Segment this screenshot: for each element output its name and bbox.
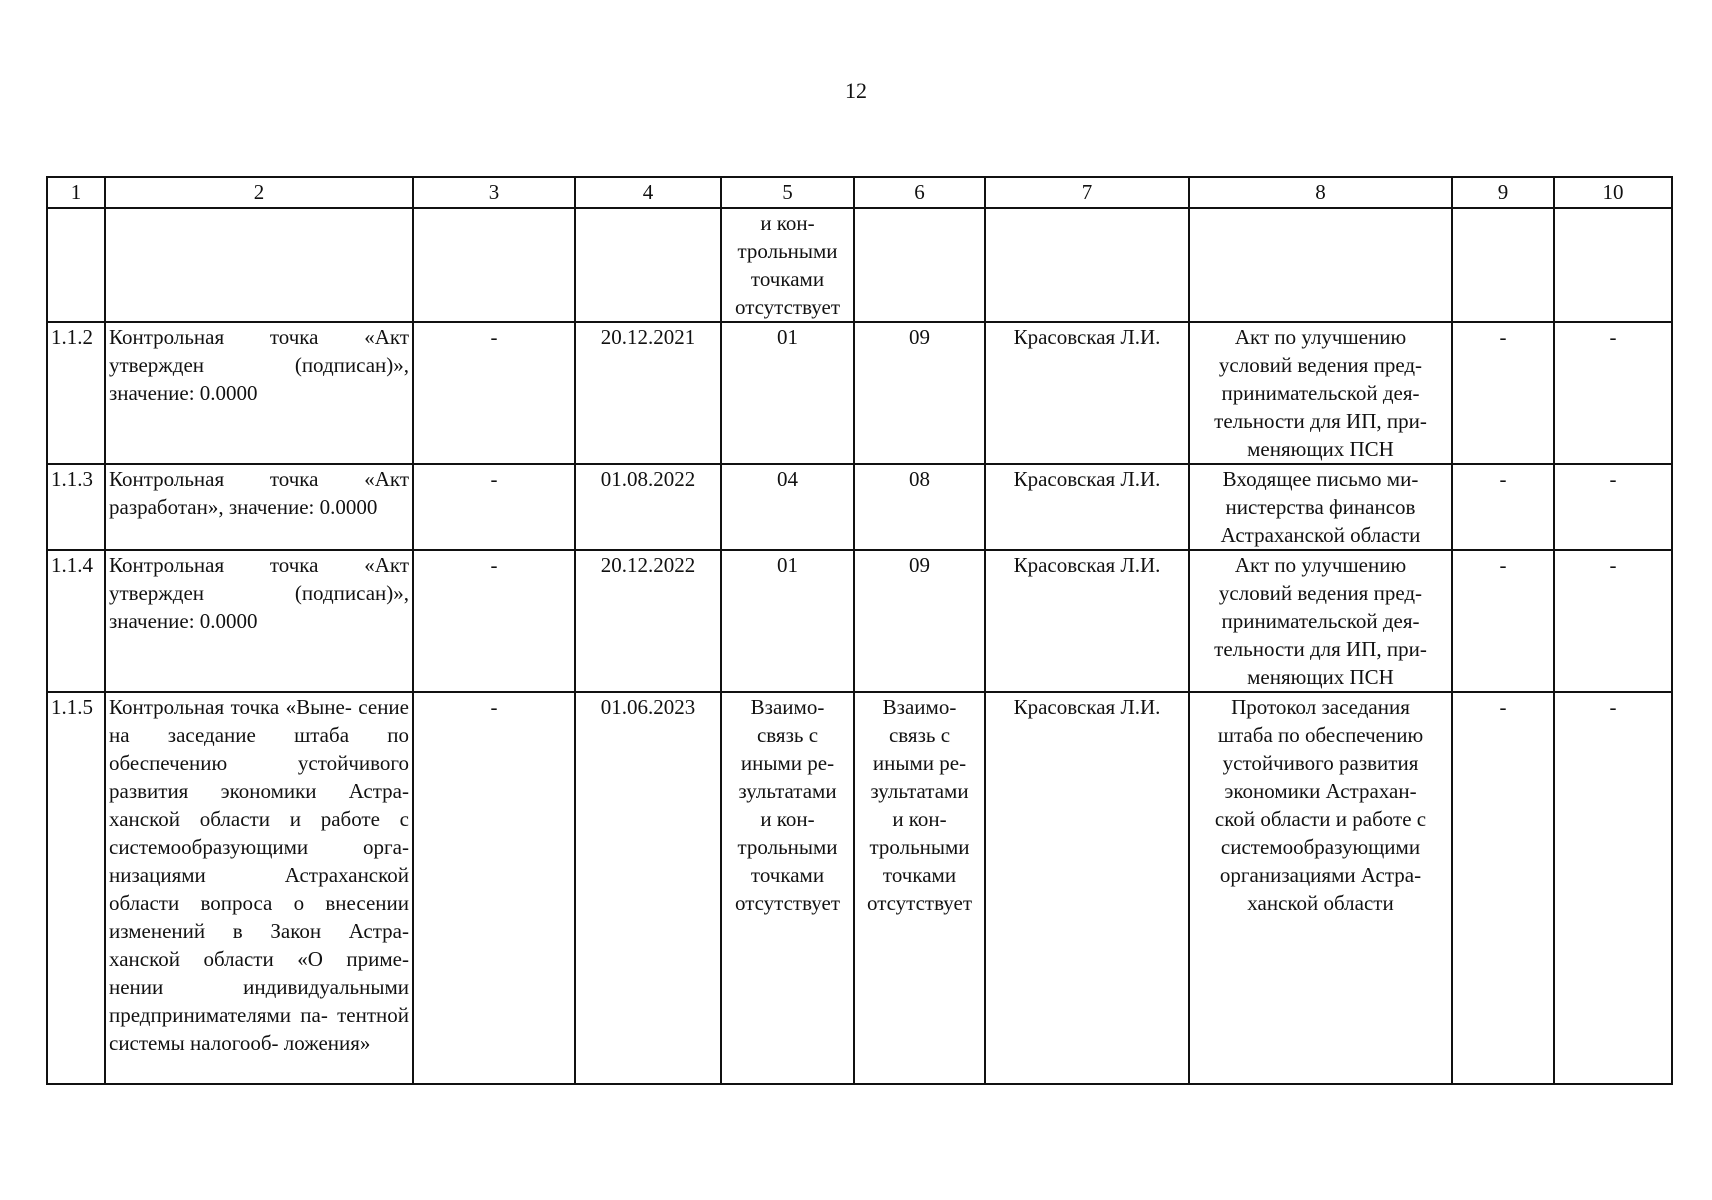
cell-col5 — [721, 550, 854, 692]
column-header-7: 7 — [985, 177, 1189, 208]
cell-line: условий ведения пред- — [1218, 581, 1423, 605]
cell-line: 08 — [909, 467, 930, 491]
cell-col9: - — [1452, 464, 1554, 550]
cell-date — [575, 208, 721, 322]
column-header-8: 8 — [1189, 177, 1452, 208]
plan-table — [46, 176, 1673, 1085]
cell-col6 — [854, 692, 985, 1084]
cell-col9: - — [1452, 692, 1554, 1084]
cell-line: отсутствует — [866, 891, 973, 915]
cell-line: Акт по улучшению — [1234, 325, 1407, 349]
cell-col6 — [854, 550, 985, 692]
header-row — [47, 177, 1672, 208]
cell-line: Входящее письмо ми- — [1222, 467, 1419, 491]
cell-line: и кон- — [760, 807, 815, 831]
cell-num — [47, 208, 105, 322]
cell-name: Контрольная точка «Акт утвержден (подписан)», значение: 0.0000 — [105, 550, 413, 692]
column-header-4: 4 — [575, 177, 721, 208]
cell-line: отсутствует — [734, 891, 841, 915]
cell-responsible: Красовская Л.И. — [985, 322, 1189, 464]
cell-line: иными ре- — [872, 751, 967, 775]
cell-line: условий ведения пред- — [1218, 353, 1423, 377]
cell-line: системообразующими — [1220, 835, 1421, 859]
cell-line: 01 — [777, 325, 798, 349]
cell-num: 1.1.4 — [47, 550, 105, 692]
cell-line: трольными — [737, 239, 838, 263]
table-row — [47, 692, 1672, 1084]
cell-col3: - — [413, 692, 575, 1084]
column-header-10: 10 — [1554, 177, 1672, 208]
cell-name: Контрольная точка «Акт разработан», значение: 0.0000 — [105, 464, 413, 550]
cell-line: принимательской дея- — [1221, 381, 1420, 405]
cell-num: 1.1.3 — [47, 464, 105, 550]
cell-responsible: Красовская Л.И. — [985, 464, 1189, 550]
cell-col10 — [1554, 208, 1672, 322]
cell-line: устойчивого развития — [1222, 751, 1419, 775]
cell-document — [1189, 208, 1452, 322]
cell-line: связь с — [888, 723, 951, 747]
cell-line: Взаимо- — [882, 695, 957, 719]
cell-line: экономики Астрахан- — [1224, 779, 1417, 803]
cell-line: и кон- — [760, 211, 815, 235]
cell-col3: - — [413, 464, 575, 550]
cell-date: 01.06.2023 — [575, 692, 721, 1084]
table-row — [47, 550, 1672, 692]
cell-line: точками — [750, 267, 825, 291]
cell-name: Контрольная точка «Выне- сение на заседание штаба по обеспечению устойчивого развития экономики Астра- ханской области и работе с системообразующими орга- низациями Астраханской области вопроса о внесении изменений в Закон Астра- ханской области «О приме- нении индивидуальными предпринимателями па- тентной системы налогооб- ложения» — [105, 692, 413, 1084]
cell-line: тельности для ИП, при- — [1214, 409, 1427, 433]
cell-line: нистерства финансов — [1225, 495, 1416, 519]
column-header-1: 1 — [47, 177, 105, 208]
cell-col5 — [721, 208, 854, 322]
cell-responsible: Красовская Л.И. — [985, 692, 1189, 1084]
cell-line: зультатами — [870, 779, 969, 803]
cell-line: и кон- — [892, 807, 947, 831]
cell-line: организациями Астра- — [1219, 863, 1422, 887]
column-header-9: 9 — [1452, 177, 1554, 208]
cell-document — [1189, 692, 1452, 1084]
cell-date: 01.08.2022 — [575, 464, 721, 550]
continuation-row — [47, 208, 1672, 322]
cell-col10: - — [1554, 322, 1672, 464]
cell-line: 01 — [777, 553, 798, 577]
cell-line: ханской области — [1247, 891, 1394, 915]
cell-col10: - — [1554, 550, 1672, 692]
cell-col9: - — [1452, 322, 1554, 464]
cell-col6 — [854, 464, 985, 550]
cell-line: Взаимо- — [750, 695, 825, 719]
cell-line: Акт по улучшению — [1234, 553, 1407, 577]
cell-line: точками — [750, 863, 825, 887]
cell-num: 1.1.5 — [47, 692, 105, 1084]
cell-line: 09 — [909, 325, 930, 349]
cell-line: 04 — [777, 467, 798, 491]
cell-line: Протокол заседания — [1231, 695, 1410, 719]
cell-line: Астраханской области — [1220, 523, 1421, 547]
cell-document — [1189, 322, 1452, 464]
cell-col6 — [854, 322, 985, 464]
cell-date: 20.12.2021 — [575, 322, 721, 464]
cell-line: ской области и работе с — [1214, 807, 1427, 831]
cell-col3: - — [413, 322, 575, 464]
cell-name — [105, 208, 413, 322]
table-body — [47, 208, 1672, 1084]
cell-col10: - — [1554, 692, 1672, 1084]
column-header-5: 5 — [721, 177, 854, 208]
cell-document — [1189, 550, 1452, 692]
column-header-6: 6 — [854, 177, 985, 208]
cell-line: отсутствует — [734, 295, 841, 319]
page-number: 12 — [845, 78, 867, 103]
cell-col9: - — [1452, 550, 1554, 692]
cell-col3: - — [413, 550, 575, 692]
cell-line: тельности для ИП, при- — [1214, 637, 1427, 661]
cell-col6 — [854, 208, 985, 322]
cell-responsible: Красовская Л.И. — [985, 550, 1189, 692]
cell-line: меняющих ПСН — [1247, 665, 1394, 689]
cell-line: связь с — [756, 723, 819, 747]
cell-line: 09 — [909, 553, 930, 577]
cell-line: трольными — [869, 835, 970, 859]
cell-col5 — [721, 464, 854, 550]
cell-line: трольными — [737, 835, 838, 859]
cell-col3 — [413, 208, 575, 322]
cell-date: 20.12.2022 — [575, 550, 721, 692]
cell-name: Контрольная точка «Акт утвержден (подписан)», значение: 0.0000 — [105, 322, 413, 464]
column-header-2: 2 — [105, 177, 413, 208]
cell-line: точками — [882, 863, 957, 887]
cell-col5 — [721, 692, 854, 1084]
cell-col10: - — [1554, 464, 1672, 550]
cell-document — [1189, 464, 1452, 550]
column-header-3: 3 — [413, 177, 575, 208]
table-row — [47, 322, 1672, 464]
cell-responsible — [985, 208, 1189, 322]
cell-line: штаба по обеспечению — [1217, 723, 1424, 747]
cell-line: иными ре- — [740, 751, 835, 775]
cell-line: принимательской дея- — [1221, 609, 1420, 633]
cell-num: 1.1.2 — [47, 322, 105, 464]
table-row — [47, 464, 1672, 550]
cell-col5 — [721, 322, 854, 464]
cell-col9 — [1452, 208, 1554, 322]
cell-line: меняющих ПСН — [1247, 437, 1394, 461]
cell-line: зультатами — [738, 779, 837, 803]
